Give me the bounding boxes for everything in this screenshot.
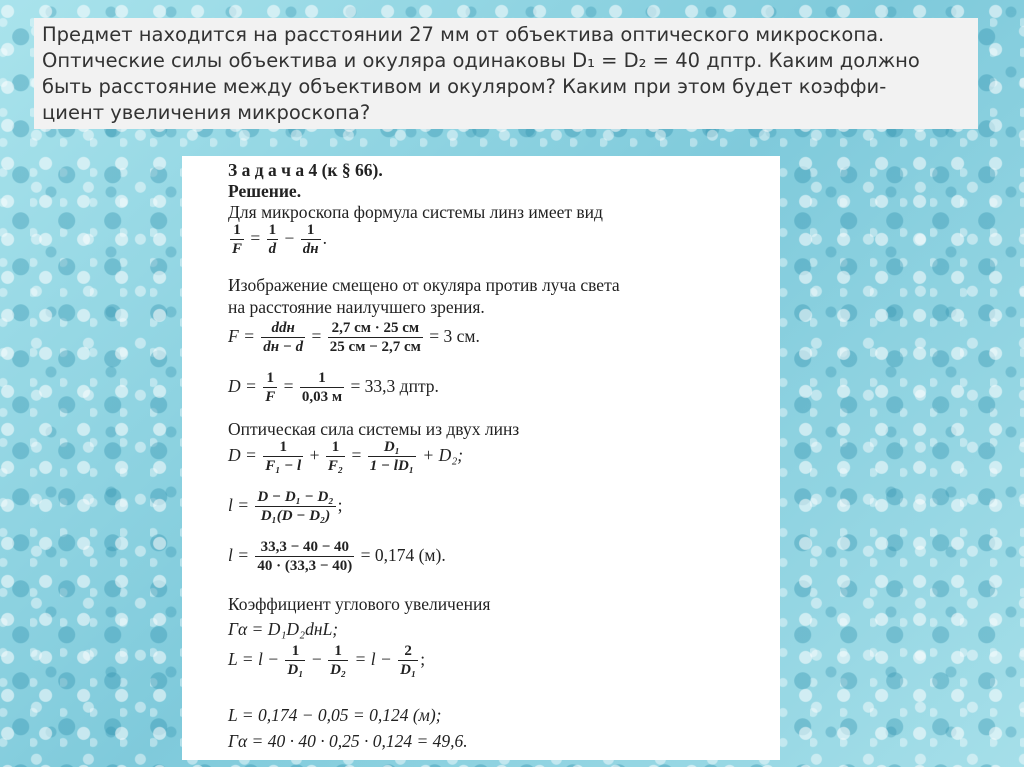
- equation-3: D = $\frac{1}{F}$ = $\frac{1}{0,03 м}$ = 33,3 дптр.: [228, 370, 439, 405]
- equation-7: Γα = D₁D₂dнL;: [228, 619, 339, 639]
- paragraph-1: Для микроскопа формула системы линз имеет вид: [228, 202, 603, 222]
- paragraph-2b: на расстояние наилучшего зрения.: [228, 297, 485, 317]
- solution-panel: [182, 156, 780, 760]
- problem-statement: [34, 18, 978, 129]
- paragraph-2a: Изображение смещено от окуляра против луча света: [228, 275, 620, 295]
- equation-5: l = $\frac{\text{D − D₁ − D₂}}{\text{D₁(D − D₂)}}$ ;: [228, 489, 343, 524]
- solution-subheading: Решение.: [228, 181, 302, 201]
- paragraph-4: Коэффициент углового увеличения: [228, 594, 491, 614]
- problem-line-4: циент увеличения микроскопа?: [42, 101, 371, 124]
- equation-6: l = $\frac{33,3 - 40 - 40}{40 \cdot (33,3 - 40)}$ = 0,174 (м).: [228, 539, 446, 574]
- equation-4: D = $\frac{1}{\text{F₁ − l}}$ + $\frac{1}{\text{F₂}}$ = $\frac{\text{D₁}}{\text{1 − lD₁}}$ + D₂;: [228, 439, 464, 474]
- problem-line-1: Предмет находится на расстоянии 27 мм от объектива оптического микроскопа.: [42, 23, 885, 46]
- equation-1: $\frac{1}{F}$ = $\frac{1}{d}$ − $\frac{1}{dн}$ .: [232, 222, 327, 257]
- equation-10: Γα = 40 · 40 · 0,25 · 0,124 = 49,6.: [228, 731, 468, 751]
- problem-line-2: Оптические силы объектива и окуляра одинаковы D₁ = D₂ = 40 дптр. Каким должно: [42, 49, 920, 72]
- equation-8: L = l − $\frac{1}{\text{D₁}}$ − $\frac{1}{\text{D₂}}$ = l − $\frac{2}{\text{D₁}}$ ;: [228, 643, 426, 678]
- equation-2: F = $\frac{\text{ddн}}{dн - d}$ = $\frac{2,7 см \cdot 25 см}{25 см - 2,7 см}$ = 3 см.: [228, 320, 480, 355]
- paragraph-3: Оптическая сила системы из двух линз: [228, 419, 520, 439]
- equation-9: L = 0,174 − 0,05 = 0,124 (м);: [228, 705, 442, 725]
- problem-line-3: быть расстояние между объективом и окуляром? Каким при этом будет коэффи-: [42, 75, 887, 98]
- solution-heading: З а д а ч а 4 (к § 66).: [228, 160, 383, 180]
